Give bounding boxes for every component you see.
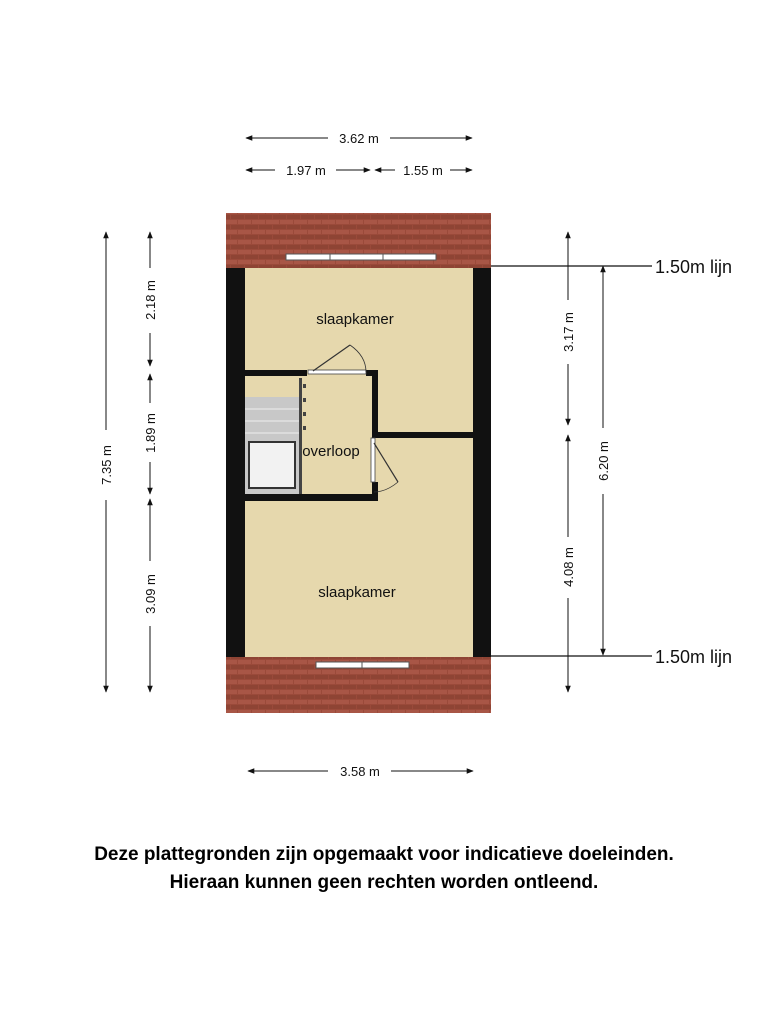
dim-bottom-total [248,764,473,779]
svg-text:3.17 m: 3.17 m [561,312,576,352]
svg-text:1.50m lijn: 1.50m lijn [655,257,733,277]
dim-top-left [246,163,370,178]
wall-left [226,268,245,657]
disclaimer-line-2: Hieraan kunnen geen rechten worden ontleend. [169,872,599,893]
lijn-bottom [491,647,732,667]
dim-right-bottom [561,435,576,692]
svg-text:6.20 m: 6.20 m [596,441,611,481]
dim-top-right [375,163,472,178]
roof-top [226,213,491,269]
svg-text:3.58 m: 3.58 m [340,764,380,779]
svg-text:3.62 m: 3.62 m [339,131,379,146]
dim-left-total [99,232,114,692]
dim-right-total [596,266,611,655]
disclaimer-line-1: Deze plattegronden zijn opgemaakt voor indicatieve doeleinden. [94,844,674,865]
dim-top-total [246,131,472,146]
dim-left-top [143,232,158,366]
svg-text:2.18 m: 2.18 m [143,280,158,320]
dim-right-top [561,232,576,425]
wall-landing-bottom [245,494,377,501]
svg-text:1.89 m: 1.89 m [143,413,158,453]
svg-text:3.09 m: 3.09 m [143,574,158,614]
room-label-bottom: slaapkamer [318,584,396,601]
svg-text:4.08 m: 4.08 m [561,547,576,587]
dim-left-middle [143,374,158,494]
wall-top-room-bottom-right [372,432,473,438]
wall-landing-right [372,370,378,438]
svg-text:1.50m lijn: 1.50m lijn [655,647,733,667]
svg-text:1.55 m: 1.55 m [403,163,443,178]
svg-text:1.97 m: 1.97 m [286,163,326,178]
wall-right [473,268,491,657]
lijn-top [491,257,732,277]
room-label-middle: overloop [302,443,360,460]
svg-text:7.35 m: 7.35 m [99,445,114,485]
stair-opening [249,442,295,488]
window-top [286,254,436,260]
wall-landing-top [245,370,307,376]
room-label-top: slaapkamer [316,311,394,328]
dim-left-bottom [143,499,158,692]
